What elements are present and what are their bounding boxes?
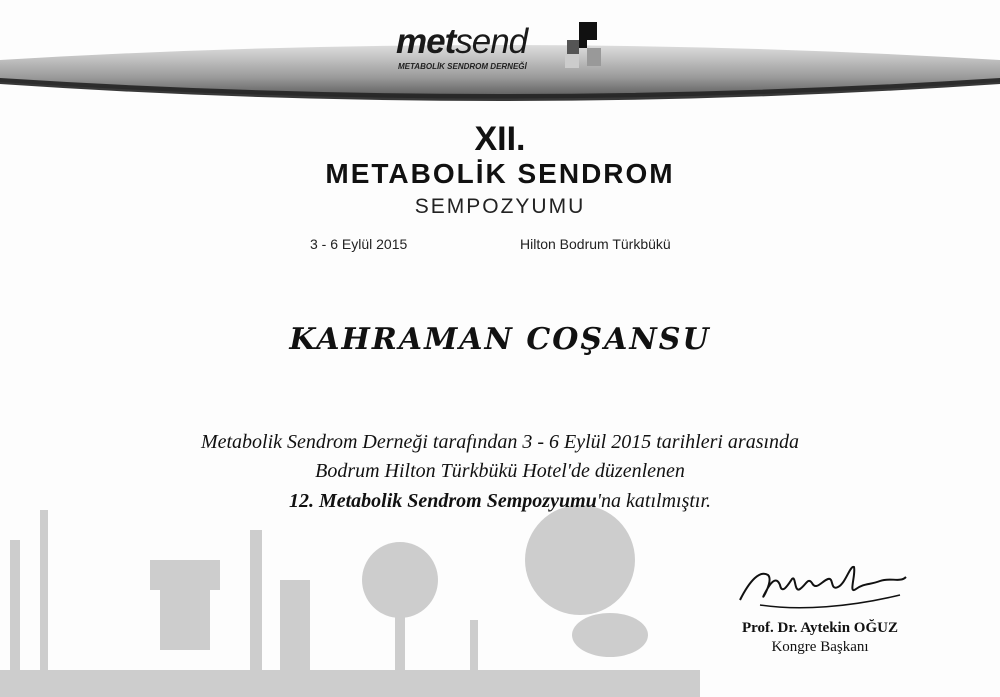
signer-block [700, 620, 940, 656]
signature-image [730, 555, 910, 630]
body-line-1: Metabolik Sendrom Derneği tarafından 3 - 6 Eylül 2015 tarihleri arasında [200, 431, 800, 453]
event-number: XII. [474, 120, 526, 158]
signer-name: Prof. Dr. Aytekin OĞUZ [742, 620, 898, 636]
body-line-2: Bodrum Hilton Türkbükü Hotel'de düzenlenen [315, 460, 685, 482]
event-subtitle: SEMPOZYUMU [414, 195, 586, 218]
event-title: METABOLİK SENDROM [325, 158, 675, 189]
logo-wordmark: metsend [396, 22, 528, 61]
event-date: 3 - 6 Eylül 2015 [310, 236, 408, 252]
logo-mark-icon [565, 22, 605, 72]
logo-subtitle: METABOLİK SENDROM DERNEĞİ [398, 62, 527, 71]
recipient-name: KAHRAMAN COŞANSU [289, 322, 711, 357]
event-place: Hilton Bodrum Türkbükü [520, 236, 671, 252]
body-line-3 [0, 490, 1000, 513]
signer-role: Kongre Başkanı [771, 639, 869, 655]
metsend-logo [390, 22, 620, 82]
symposium-name: 12. Metabolik Sendrom Sempozyumu [288, 490, 597, 512]
participation-text: 'na katılmıştır. [596, 490, 712, 512]
